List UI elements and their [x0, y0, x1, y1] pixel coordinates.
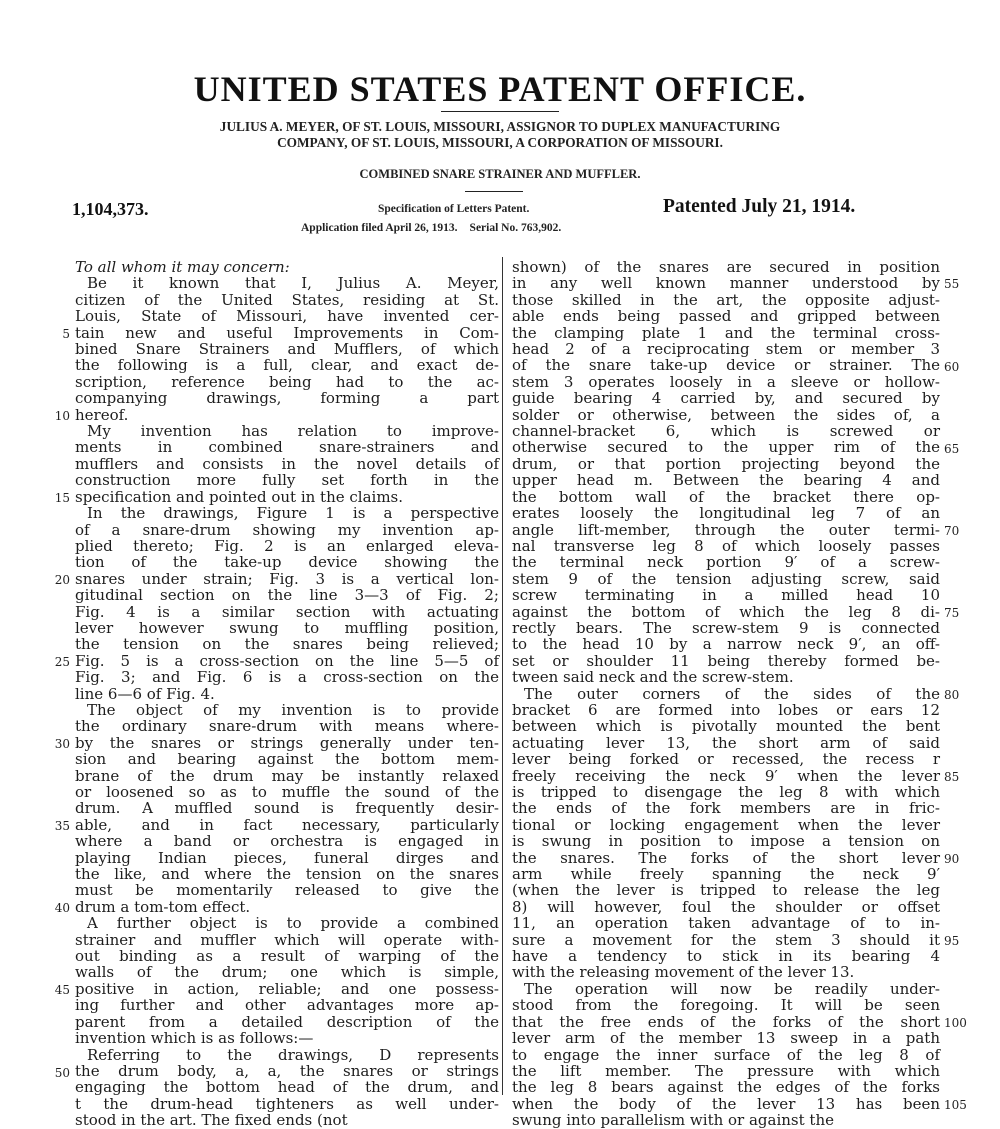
line-number: 35: [54, 819, 70, 834]
text-line: My invention has relation to improve-: [87, 422, 499, 441]
text-line: brane of the drum may be instantly relaxed: [75, 766, 499, 785]
text-line: shown) of the snares are secured in position: [512, 258, 940, 276]
text-line: against the bottom of which the leg 8 di-: [512, 602, 940, 621]
text-line: those skilled in the art, the opposite adjust-: [512, 290, 940, 309]
line-number: 55: [944, 277, 960, 292]
text-line: nal transverse leg 8 of which loosely passes: [512, 536, 940, 555]
text-line: lever being forked or recessed, the recess r: [512, 750, 940, 769]
text-line: freely receiving the neck 9′ when the lever: [512, 766, 940, 785]
text-line: tain new and useful Improvements in Com-: [75, 323, 499, 342]
text-line: stem 3 operates loosely in a sleeve or hollow-: [512, 372, 940, 391]
text-line: 11, an operation taken advantage of to in-: [512, 914, 940, 933]
text-line: the tension on the snares being relieved;: [75, 635, 499, 654]
text-line: to engage the inner surface of the leg 8 of: [512, 1045, 940, 1064]
line-number: 75: [944, 605, 960, 620]
text-line: (when the lever is tripped to release the leg: [512, 881, 940, 900]
line-number: 10: [54, 408, 70, 423]
text-line: Louis, State of Missouri, have invented cer-: [75, 307, 499, 326]
text-line: invention which is as follows:—: [75, 1029, 314, 1048]
text-line: sion and bearing against the bottom mem-: [75, 750, 499, 769]
text-line: must be momentarily released to give the: [75, 881, 499, 900]
line-number: 100: [944, 1016, 967, 1031]
text-line: lever however swung to muffling position,: [75, 618, 499, 637]
text-line: that the free ends of the forks of the short: [512, 1012, 940, 1031]
text-line: the terminal neck portion 9′ of a screw-: [512, 553, 940, 572]
text-line: the ends of the fork members are in fric-: [512, 799, 940, 818]
text-line: companying drawings, forming a part: [75, 389, 499, 408]
line-number: 30: [54, 737, 70, 752]
text-line: ing further and other advantages more ap-: [75, 996, 499, 1015]
text-line: the drum body, a, a, the snares or strings: [75, 1061, 499, 1080]
text-line: between which is pivotally mounted the bent: [512, 717, 940, 736]
text-line: is swung in position to impose a tension on: [512, 832, 940, 851]
text-line: tion of the take-up device showing the: [75, 553, 499, 572]
text-line: In the drawings, Figure 1 is a perspective: [87, 504, 499, 523]
text-line: upper head m. Between the bearing 4 and: [512, 471, 940, 490]
text-line: able ends being passed and gripped between: [512, 307, 940, 326]
text-line: to the head 10 by a narrow neck 9′, an off-: [512, 635, 940, 654]
line-number: 70: [944, 523, 960, 538]
text-line: drum a tom-tom effect.: [75, 897, 251, 916]
text-line: mufflers and consists in the novel details of: [75, 454, 499, 473]
spec-label: Specification of Letters Patent.: [378, 203, 530, 215]
text-line: t the drum-head tighteners as well under-: [75, 1094, 499, 1113]
text-line: Be it known that I, Julius A. Meyer,: [87, 274, 499, 293]
text-line: 8) will however, foul the shoulder or offset: [512, 897, 940, 916]
text-line: stood in the art. The fixed ends (not: [75, 1111, 348, 1129]
column-divider: [502, 257, 503, 1095]
assignor-line-1: JULIUS A. MEYER, OF ST. LOUIS, MISSOURI, ASSIGNOR TO DUPLEX MANUFACTURING: [219, 119, 781, 134]
line-number: 85: [944, 770, 960, 785]
text-line: tional or locking engagement when the lever: [512, 815, 940, 834]
text-line: A further object is to provide a combined: [87, 914, 499, 933]
text-line: gitudinal section on the line 3—3 of Fig. 2;: [75, 586, 499, 605]
title-rule: [441, 111, 559, 112]
text-line: out binding as a result of warping of the: [75, 947, 499, 966]
line-number: 60: [944, 359, 960, 374]
text-line: erates loosely the longitudinal leg 7 of an: [512, 504, 940, 523]
text-line: have a tendency to stick in its bearing 4: [512, 947, 940, 966]
line-number: 20: [54, 572, 70, 587]
line-number: 25: [54, 655, 70, 670]
text-line: parent from a detailed description of the: [75, 1012, 499, 1031]
text-line: stood from the foregoing. It will be seen: [512, 996, 940, 1015]
text-line: the leg 8 bears against the edges of the forks: [512, 1078, 940, 1097]
text-line: the bottom wall of the bracket there op-: [512, 487, 940, 506]
text-line: Referring to the drawings, D represents: [87, 1045, 499, 1064]
text-line: the like, and where the tension on the snares: [75, 865, 499, 884]
text-line: scription, reference being had to the ac-: [75, 372, 499, 391]
text-line: set or shoulder 11 being thereby formed be-: [512, 651, 940, 670]
text-line: The object of my invention is to provide: [87, 700, 499, 719]
text-line: drum. A muffled sound is frequently desir-: [75, 799, 499, 818]
line-number: 80: [944, 687, 960, 702]
text-line: when the body of the lever 13 has been: [512, 1094, 940, 1113]
text-line: walls of the drum; one which is simple,: [75, 963, 499, 982]
text-line: screw terminating in a milled head 10: [512, 586, 940, 605]
text-line: able, and in fact necessary, particularly: [75, 815, 499, 834]
text-line: swung into parallelism with or against the: [512, 1111, 834, 1129]
text-line: snares under strain; Fig. 3 is a vertical lon-: [75, 569, 499, 588]
text-line: strainer and muffler which will operate with-: [75, 930, 499, 949]
text-line: in any well known manner understood by: [512, 274, 940, 293]
text-line: sure a movement for the stem 3 should it: [512, 930, 940, 949]
office-title: UNITED STATES PATENT OFFICE.: [193, 69, 807, 109]
left-column: [75, 259, 499, 1129]
line-number: 65: [944, 441, 960, 456]
application-line: [301, 222, 561, 234]
assignor-line-2: COMPANY, OF ST. LOUIS, MISSOURI, A CORPORATION OF MISSOURI.: [277, 135, 723, 150]
text-line: Fig. 4 is a similar section with actuating: [75, 602, 499, 621]
text-line: is tripped to disengage the leg 8 with which: [512, 783, 940, 801]
line-number: 15: [54, 490, 70, 505]
text-line: stem 9 of the tension adjusting screw, said: [512, 569, 940, 588]
text-line: otherwise secured to the upper rim of the: [512, 438, 940, 457]
text-line: tween said neck and the screw-stem.: [512, 668, 794, 687]
text-line: engaging the bottom head of the drum, and: [75, 1078, 499, 1097]
text-line: bracket 6 are formed into lobes or ears 12: [512, 700, 940, 719]
text-line: angle lift-member, through the outer termi-: [512, 520, 940, 539]
text-line: channel-bracket 6, which is screwed or: [512, 422, 940, 441]
text-line: ments in combined snare-strainers and: [75, 438, 499, 457]
text-line: by the snares or strings generally under ten-: [75, 733, 499, 752]
line-number: 90: [944, 852, 960, 867]
serial-number: Serial No. 763,902.: [469, 222, 562, 234]
invention-title: COMBINED SNARE STRAINER AND MUFFLER.: [359, 167, 641, 181]
line-number: 40: [54, 901, 70, 916]
text-line: where a band or orchestra is engaged in: [75, 832, 499, 851]
text-line: actuating lever 13, the short arm of said: [512, 733, 940, 752]
text-line: rectly bears. The screw-stem 9 is connected: [512, 618, 940, 637]
line-number: 105: [944, 1098, 967, 1113]
text-line: solder or otherwise, between the sides of, a: [512, 405, 940, 424]
text-line: of a snare-drum showing my invention ap-: [75, 520, 499, 539]
text-line: positive in action, reliable; and one possess-: [75, 979, 499, 998]
line-number: 50: [54, 1065, 70, 1080]
text-line: To all whom it may concern:: [75, 258, 290, 276]
text-line: line 6—6 of Fig. 4.: [75, 684, 215, 703]
text-line: specification and pointed out in the claims.: [75, 487, 404, 506]
text-line: arm while freely spanning the neck 9′: [512, 865, 940, 884]
text-line: the snares. The forks of the short lever: [512, 848, 940, 867]
line-number: 5: [62, 326, 70, 341]
text-line: bined Snare Strainers and Mufflers, of which: [75, 340, 499, 359]
line-number: 95: [944, 934, 960, 949]
text-line: Fig. 3; and Fig. 6 is a cross-section on the: [75, 668, 499, 687]
text-line: the clamping plate 1 and the terminal cross-: [512, 323, 940, 342]
text-line: the lift member. The pressure with which: [512, 1061, 940, 1080]
text-line: or loosened so as to muffle the sound of the: [75, 783, 499, 801]
text-line: head 2 of a reciprocating stem or member 3: [512, 340, 940, 359]
text-line: Fig. 5 is a cross-section on the line 5—5 of: [75, 651, 499, 670]
text-line: the following is a full, clear, and exact de-: [75, 356, 499, 375]
right-column: [512, 259, 940, 1129]
text-line: hereof.: [75, 405, 129, 424]
text-line: of the snare take-up device or strainer. The: [512, 356, 940, 375]
patent-number: 1,104,373.: [72, 199, 149, 219]
text-line: lever arm of the member 13 sweep in a path: [512, 1029, 940, 1048]
text-line: The operation will now be readily under-: [524, 979, 940, 998]
line-number: 45: [54, 983, 70, 998]
text-line: drum, or that portion projecting beyond the: [512, 454, 940, 473]
patented-date: Patented July 21, 1914.: [663, 196, 856, 217]
text-line: with the releasing movement of the lever 13.: [512, 963, 855, 982]
text-line: playing Indian pieces, funeral dirges and: [75, 848, 499, 867]
text-line: citizen of the United States, residing at St.: [75, 290, 499, 309]
invention-rule: [465, 191, 523, 192]
text-line: the ordinary snare-drum with means where-: [75, 717, 499, 736]
text-line: plied thereto; Fig. 2 is an enlarged eleva-: [75, 536, 499, 555]
text-line: construction more fully set forth in the: [75, 471, 499, 490]
text-line: guide bearing 4 carried by, and secured by: [512, 389, 940, 408]
text-line: The outer corners of the sides of the: [524, 684, 940, 703]
application-filed: Application filed April 26, 1913.: [301, 222, 458, 234]
